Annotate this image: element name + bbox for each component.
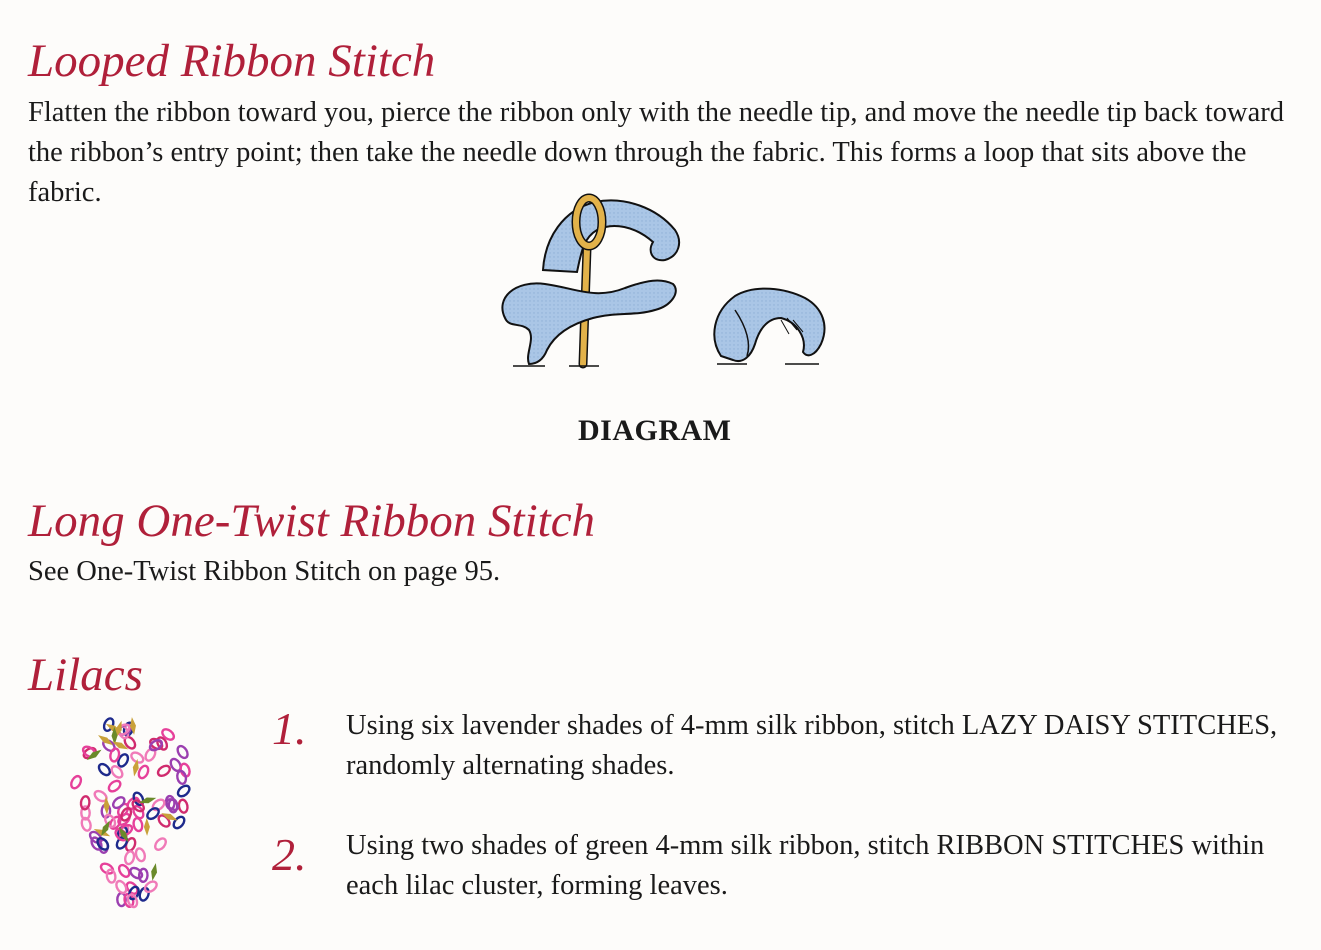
long-one-twist-heading: Long One-Twist Ribbon Stitch [28,495,596,547]
needle-with-ribbon-illustration [502,198,679,366]
lilac-petal [97,762,112,777]
lilac-petal [137,764,150,779]
looped-ribbon-stitch-heading: Looped Ribbon Stitch [28,35,436,87]
lilac-petal [124,850,135,865]
step-number-1: 1. [272,703,307,754]
lilac-petal [165,797,180,812]
lilac-petal [134,847,146,862]
step-number-2: 2. [272,829,307,880]
long-one-twist-reference: See One-Twist Ribbon Stitch on page 95. [28,556,501,587]
looped-ribbon-stitch-instructions: Flatten the ribbon toward you, pierce the ribbon only with the needle tip, and move the needle tip back toward the ribbon’s entry point; then take the needle down through the fabric. This forms a loop that sits above the fabric. [28,97,1285,208]
lilac-petal [107,779,122,794]
lilac-petal [153,836,168,851]
finished-loop-illustration [714,289,824,364]
lilac-leaf [144,818,150,836]
lilac-petal [106,869,117,883]
lilac-cluster-illustration [58,712,218,917]
lilac-leaf [149,862,158,881]
lilacs-heading: Lilacs [28,649,143,701]
lilac-petal [132,817,143,832]
lilac-petal [176,784,191,799]
step-text-2: Using two shades of green 4-mm silk ribbon, stitch RIBBON STITCHES within each lilac cluster, forming leaves. [346,830,1265,901]
lilac-petal [176,744,190,759]
diagram-caption: DIAGRAM [578,414,732,447]
lilac-petal [176,770,187,785]
lilac-petal [178,799,189,813]
lilac-petal [80,796,90,810]
step-text-1: Using six lavender shades of 4-mm silk ribbon, stitch LAZY DAISY STITCHES, randomly alternating shades. [346,710,1278,781]
looped-ribbon-diagram [485,188,835,378]
lilac-petal [114,879,128,894]
lilac-petal [69,774,83,789]
lilac-petal [160,727,175,742]
lilac-petal [111,795,126,810]
lilac-petal [156,764,171,778]
